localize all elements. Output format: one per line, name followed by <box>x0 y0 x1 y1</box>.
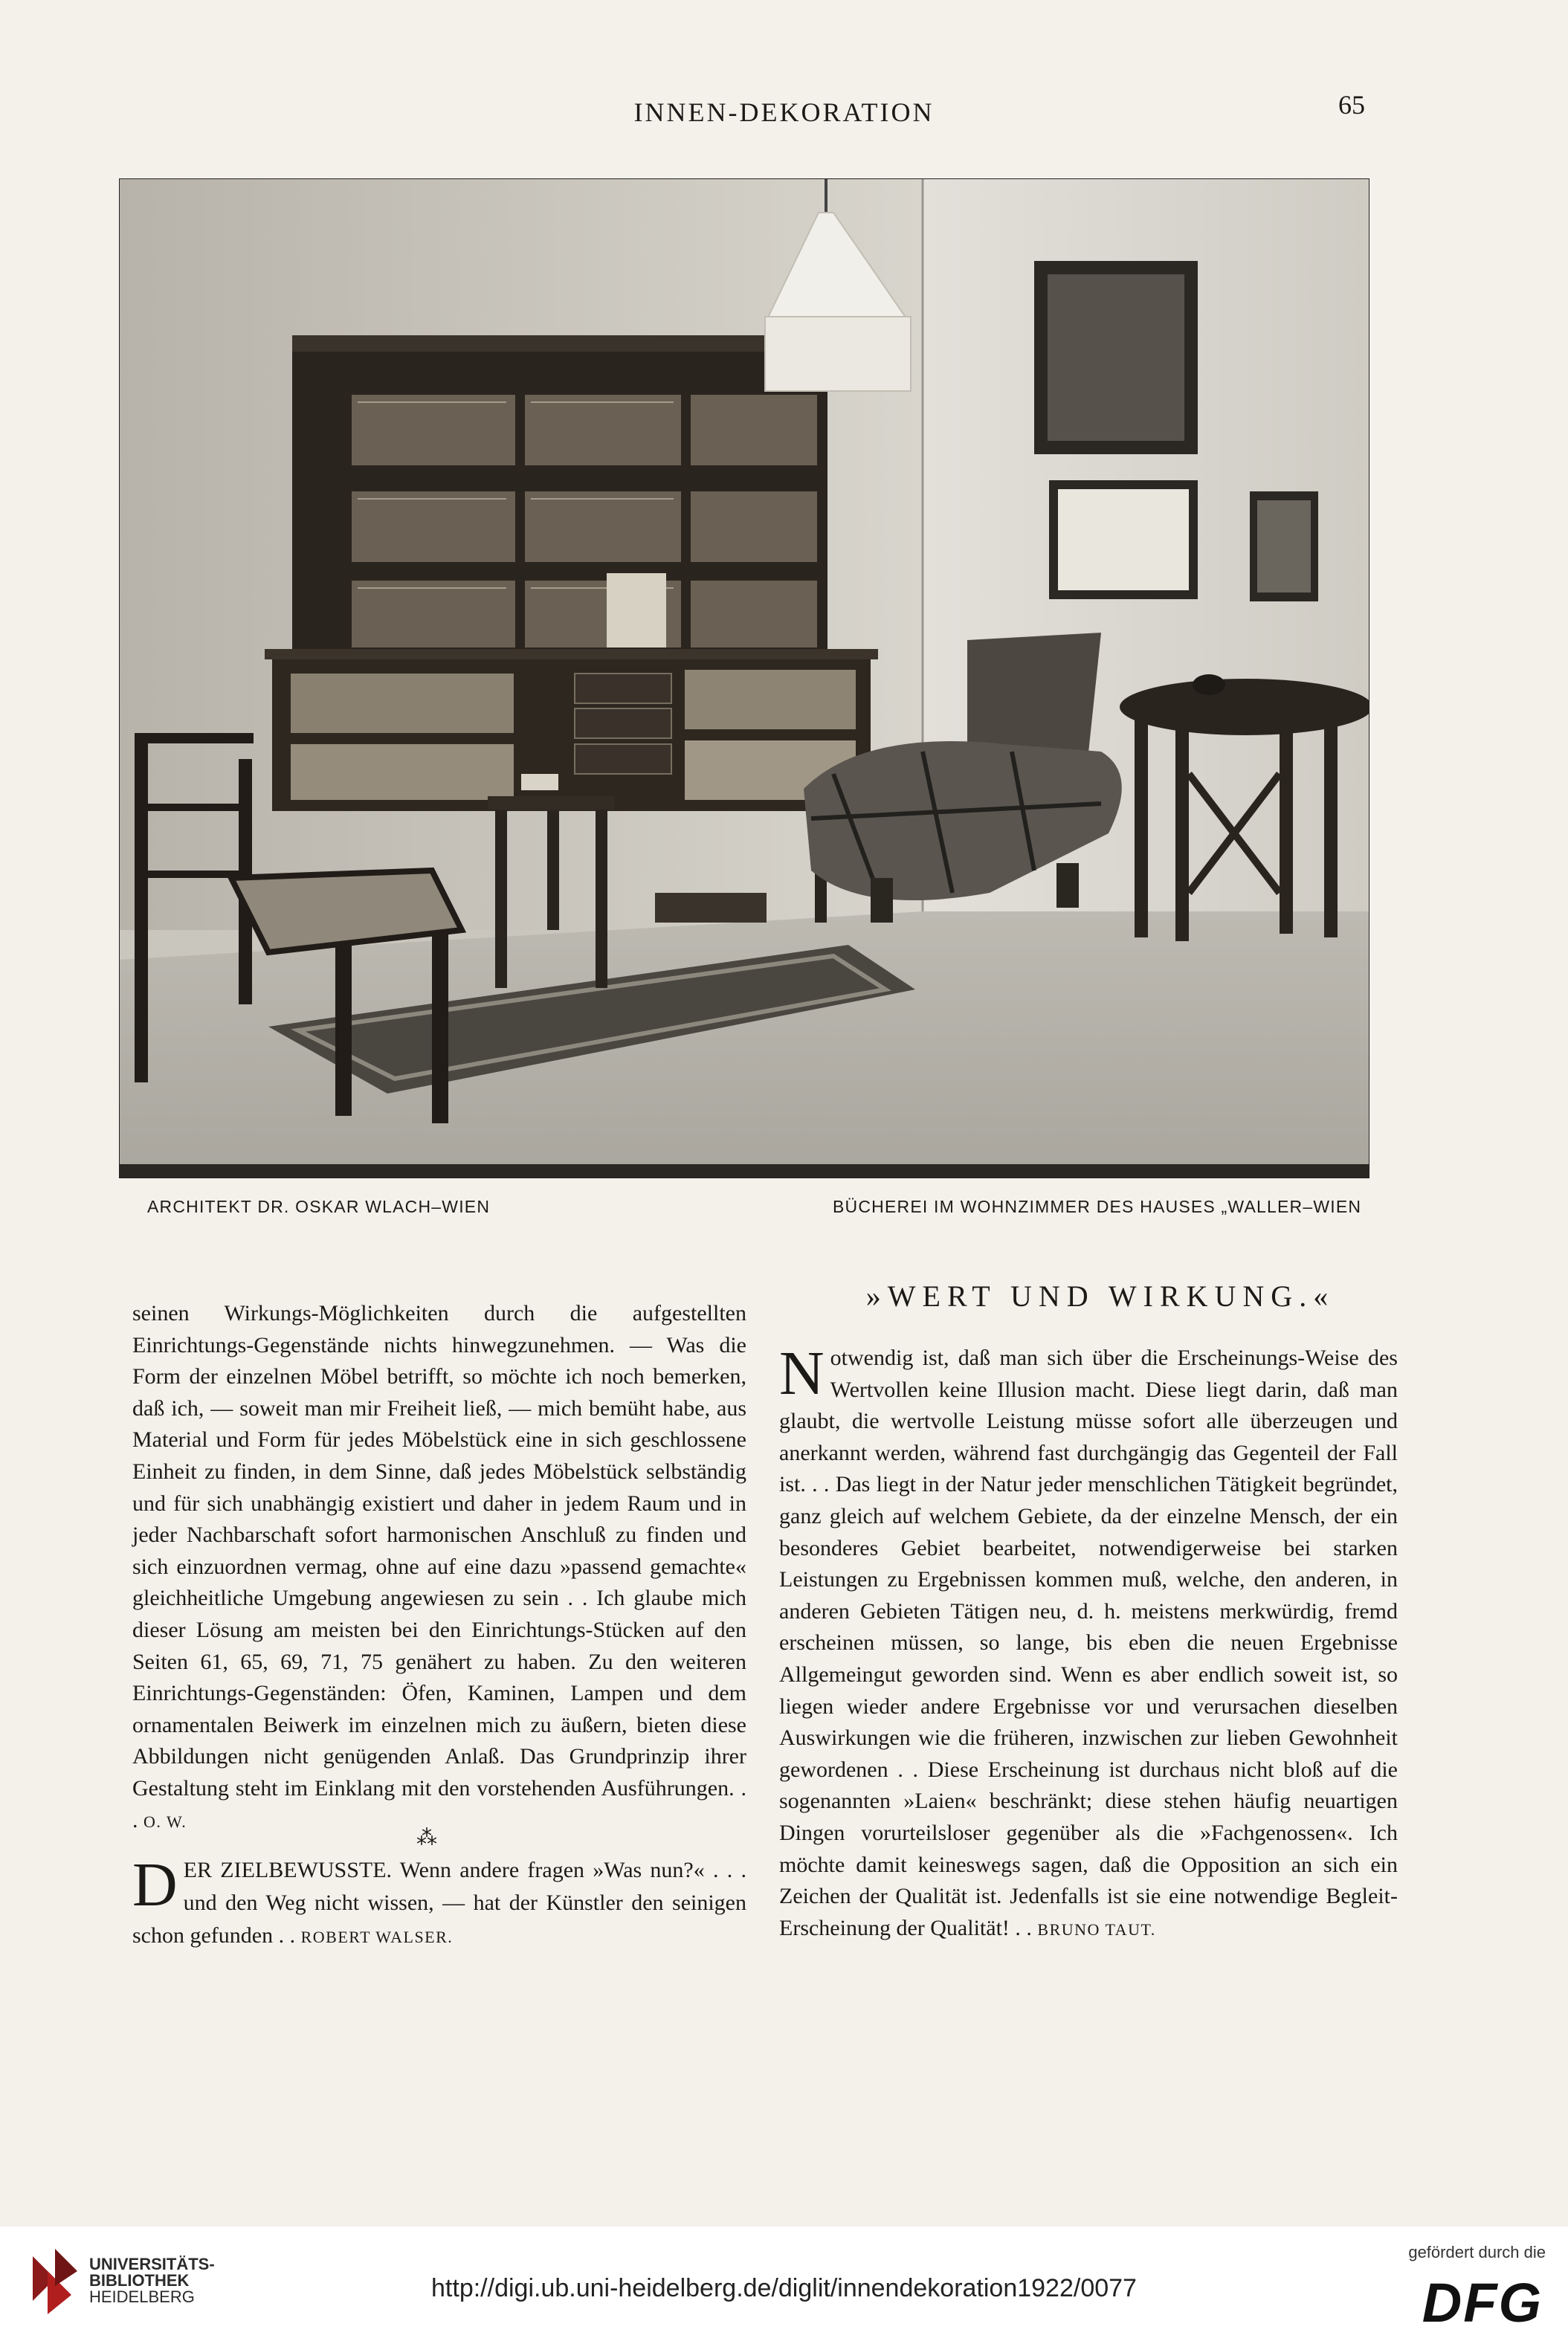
library-name-line2: BIBLIOTHEK <box>89 2271 190 2290</box>
library-name-line3: HEIDELBERG <box>89 2287 195 2306</box>
permalink-url[interactable]: http://digi.ub.uni-heidelberg.de/diglit/innendekoration1922/0077 <box>431 2274 1137 2302</box>
interior-photograph <box>119 178 1369 1178</box>
zielbewusste-body: ER ZIELBEWUSSTE. Wenn andere fragen »Was nun?« . . . und den Weg nicht wissen, — hat der Künstler den seinigen schon gefunden . . <box>132 1858 746 1948</box>
right-paragraph <box>779 1339 1398 1946</box>
funding-note: gefördert durch die <box>1408 2243 1546 2261</box>
page-number: 65 <box>1338 90 1365 120</box>
left-column-text <box>132 1298 746 1838</box>
zielbewusste-dropcap: D <box>132 1850 178 1919</box>
left-paragraph-body: seinen Wirkungs-Möglichkeiten durch die aufgestellten Einrichtungs-Gegenstände nichts hinwegzunehmen. — Was die Form der einzelnen Möbel betrifft, so möchte ich noch bemerken, daß ich, — soweit man mir Freiheit ließ, — mich bemüht habe, aus Material und Form für jedes Möbelstück eine in sich geschlossene Einheit zu finden, in dem Sinne, daß jedes Möbelstück selbständig und für sich unabhängig existiert und daher in jedem Raum und in jeder Nachbarschaft sofort harmonischen Anschluß zu finden und sich einzuordnen vermag, ohne auf eine dazu »passend gemachte« gleichheitliche Umgebung angewiesen zu sein . . Ich glaube mich dieser Lösung am meisten bei den Einrichtungs-Stücken auf den Seiten 61, 65, 69, 71, 75 genähert zu haben. Zu den weiteren Einrichtungs-Gegenständen: Öfen, Kaminen, Lampen und dem ornamentalen Beiwerk im einzelnen mich zu äußern, bieten diese Abbildungen nicht genügenden Anlaß. Das Grundprinzip ihrer Gestaltung steht im Einklang mit den vorstehenden Ausführungen. . . <box>132 1301 746 1833</box>
section-asterism: ⁂ <box>416 1827 437 1850</box>
right-paragraph-signature: BRUNO TAUT. <box>1037 1919 1156 1939</box>
zielbewusste-signature: ROBERT WALSER. <box>300 1928 454 1946</box>
article-heading: »WERT UND WIRKUNG.« <box>865 1279 1335 1313</box>
photo-title-caption: BÜCHEREI IM WOHNZIMMER DES HAUSES „WALLER–WIEN <box>833 1197 1362 1216</box>
left-paragraph-signature: O. W. <box>143 1812 187 1831</box>
right-column-text <box>779 1339 1398 1946</box>
digitization-footer <box>0 2227 1568 2341</box>
right-dropcap: N <box>779 1339 825 1408</box>
zielbewusste-section <box>132 1850 746 1954</box>
zielbewusste-paragraph <box>132 1850 746 1954</box>
dfg-logo: DFG <box>1422 2272 1543 2334</box>
running-title: INNEN-DEKORATION <box>633 97 935 127</box>
right-paragraph-body: otwendig ist, daß man sich über die Erscheinungs-Weise des Wertvollen keine Illusion macht. Diese liegt darin, daß man glaubt, die wertvolle Leistung müsse sofort alle überzeugen und anerkannt werden, während fast durchgängig das Gegenteil der Fall ist. . . Das liegt in der Natur jeder menschlichen Tätigkeit begründet, ganz gleich auf welchem Gebiete, da der einzelne Mensch, der ein besonderes Gebiet bearbeitet, notwendigerweise bei starken Leistungen zu Ergebnissen kommen muß, welche, den anderen, in anderen Gebieten Tätigen neu, d. h. meistens merkwürdig, fremd erscheinen müssen, so lange, bis eben die neuen Ergebnisse Allgemeingut geworden sind. Wenn es aber endlich soweit ist, so liegen wieder andere Ergebnisse vor und verursachen dieselben Auswirkungen wie die früheren, inzwischen zur lieben Gewohnheit gewordenen . . Diese Erscheinung ist durchaus nicht bloß auf die sogenannten »Laien« beschränkt; diese stehen häufig neuartigen Dingen vorurteilsloser gegenüber als die »Fachgenossen«. Ich möchte damit keineswegs sagen, daß die Opposition an sich ein Zeichen der Qualität ist. Jedenfalls ist sie eine notwendige Begleit-Erscheinung der Qualität! . . <box>779 1346 1398 1940</box>
library-name-line1: UNIVERSITÄTS- <box>89 2255 215 2273</box>
left-paragraph <box>132 1298 746 1838</box>
photo-credit-caption: ARCHITEKT DR. OSKAR WLACH–WIEN <box>147 1197 491 1216</box>
